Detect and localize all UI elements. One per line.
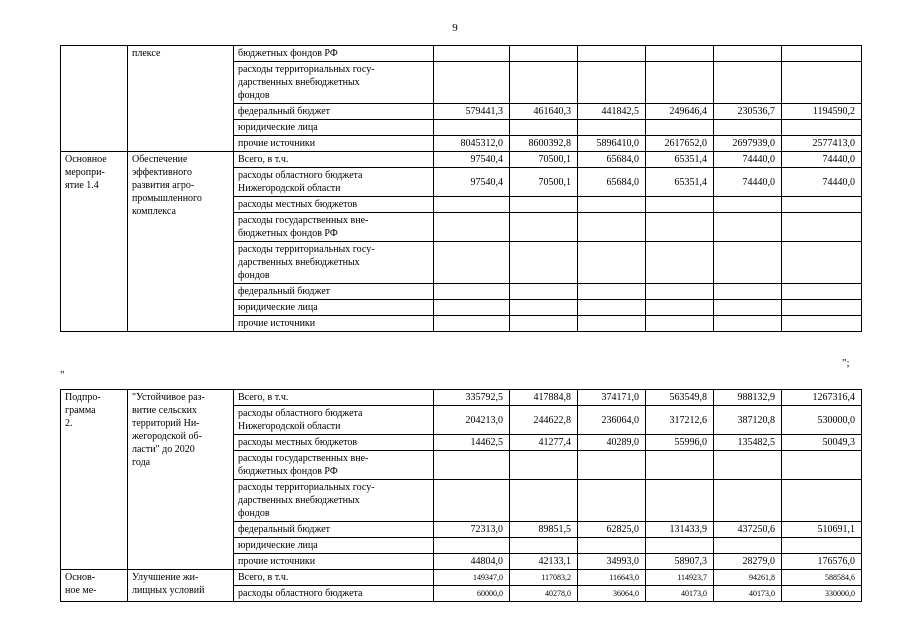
amount-cell: 116643,0 bbox=[578, 570, 646, 586]
amount-cell: 40173,0 bbox=[646, 586, 714, 602]
measure-code-cell: Подпро- грамма 2. bbox=[61, 390, 128, 570]
amount-cell: 114923,7 bbox=[646, 570, 714, 586]
opening-quote-mark: " bbox=[60, 369, 65, 381]
amount-cell bbox=[578, 213, 646, 242]
amount-cell: 1267316,4 bbox=[782, 390, 862, 406]
amount-cell: 14462,5 bbox=[434, 435, 510, 451]
amount-cell: 44804,0 bbox=[434, 554, 510, 570]
amount-cell bbox=[782, 120, 862, 136]
amount-cell: 70500,1 bbox=[510, 152, 578, 168]
amount-cell bbox=[510, 197, 578, 213]
funding-source-label: юридические лица bbox=[234, 538, 434, 554]
amount-cell: 417884,8 bbox=[510, 390, 578, 406]
amount-cell: 2577413,0 bbox=[782, 136, 862, 152]
amount-cell bbox=[714, 480, 782, 522]
amount-cell: 97540,4 bbox=[434, 168, 510, 197]
amount-cell bbox=[646, 197, 714, 213]
amount-cell bbox=[646, 242, 714, 284]
amount-cell bbox=[578, 316, 646, 332]
amount-cell: 249646,4 bbox=[646, 104, 714, 120]
amount-cell: 50049,3 bbox=[782, 435, 862, 451]
amount-cell bbox=[782, 213, 862, 242]
amount-cell: 2617652,0 bbox=[646, 136, 714, 152]
amount-cell bbox=[510, 120, 578, 136]
amount-cell bbox=[782, 62, 862, 104]
funding-source-label: расходы территориальных госу- дарственных внебюджетных фондов bbox=[234, 242, 434, 284]
amount-cell: 40289,0 bbox=[578, 435, 646, 451]
amount-cell bbox=[714, 538, 782, 554]
amount-cell: 40173,0 bbox=[714, 586, 782, 602]
amount-cell: 176576,0 bbox=[782, 554, 862, 570]
measure-name-cell: плексе bbox=[128, 46, 234, 152]
amount-cell: 74440,0 bbox=[714, 168, 782, 197]
amount-cell bbox=[714, 451, 782, 480]
amount-cell bbox=[714, 46, 782, 62]
amount-cell bbox=[578, 284, 646, 300]
amount-cell bbox=[510, 242, 578, 284]
amount-cell: 60000,0 bbox=[434, 586, 510, 602]
amount-cell: 135482,5 bbox=[714, 435, 782, 451]
amount-cell bbox=[434, 284, 510, 300]
amount-cell bbox=[646, 480, 714, 522]
amount-cell: 441842,5 bbox=[578, 104, 646, 120]
measure-code-cell: Основное меропри- ятие 1.4 bbox=[61, 152, 128, 332]
funding-source-label: федеральный бюджет bbox=[234, 104, 434, 120]
amount-cell bbox=[578, 197, 646, 213]
measure-code-cell: Основ- ное ме- bbox=[61, 570, 128, 602]
funding-source-label: расходы государственных вне- бюджетных фондов РФ bbox=[234, 451, 434, 480]
funding-source-label: юридические лица bbox=[234, 120, 434, 136]
amount-cell bbox=[646, 46, 714, 62]
amount-cell: 437250,6 bbox=[714, 522, 782, 538]
amount-cell: 461640,3 bbox=[510, 104, 578, 120]
amount-cell: 40278,0 bbox=[510, 586, 578, 602]
funding-source-label: расходы территориальных госу- дарственных внебюджетных фондов bbox=[234, 62, 434, 104]
amount-cell: 510691,1 bbox=[782, 522, 862, 538]
amount-cell: 988132,9 bbox=[714, 390, 782, 406]
amount-cell: 588584,6 bbox=[782, 570, 862, 586]
table-row bbox=[61, 570, 862, 586]
amount-cell bbox=[782, 197, 862, 213]
amount-cell bbox=[510, 62, 578, 104]
amount-cell bbox=[646, 62, 714, 104]
amount-cell bbox=[434, 316, 510, 332]
amount-cell: 2697939,0 bbox=[714, 136, 782, 152]
amount-cell bbox=[578, 300, 646, 316]
funding-table-subprogram bbox=[60, 389, 862, 602]
measure-name-cell: Обеспечение эффективного развития агро- промышленного комплекса bbox=[128, 152, 234, 332]
amount-cell bbox=[646, 300, 714, 316]
amount-cell: 34993,0 bbox=[578, 554, 646, 570]
amount-cell bbox=[714, 300, 782, 316]
amount-cell bbox=[578, 480, 646, 522]
funding-source-label: юридические лица bbox=[234, 300, 434, 316]
funding-source-label: прочие источники bbox=[234, 554, 434, 570]
funding-source-label: расходы территориальных госу- дарственных внебюджетных фондов bbox=[234, 480, 434, 522]
amount-cell: 65684,0 bbox=[578, 168, 646, 197]
funding-source-label: федеральный бюджет bbox=[234, 284, 434, 300]
amount-cell: 97540,4 bbox=[434, 152, 510, 168]
amount-cell bbox=[646, 538, 714, 554]
funding-table-continued bbox=[60, 45, 862, 332]
amount-cell bbox=[434, 120, 510, 136]
amount-cell bbox=[714, 284, 782, 300]
funding-source-label: Всего, в т.ч. bbox=[234, 570, 434, 586]
amount-cell bbox=[646, 284, 714, 300]
table-row bbox=[61, 390, 862, 406]
amount-cell: 8600392,8 bbox=[510, 136, 578, 152]
amount-cell bbox=[782, 480, 862, 522]
measure-code-cell bbox=[61, 46, 128, 152]
amount-cell bbox=[714, 316, 782, 332]
measure-name-cell: Улучшение жи- лищных условий bbox=[128, 570, 234, 602]
amount-cell bbox=[646, 213, 714, 242]
amount-cell bbox=[434, 213, 510, 242]
funding-source-label: прочие источники bbox=[234, 136, 434, 152]
amount-cell bbox=[510, 316, 578, 332]
amount-cell bbox=[782, 284, 862, 300]
amount-cell: 387120,8 bbox=[714, 406, 782, 435]
measure-name-cell: "Устойчивое раз- витие сельских территорий Ни- жегородской об- ласти" до 2020 года bbox=[128, 390, 234, 570]
amount-cell: 230536,7 bbox=[714, 104, 782, 120]
amount-cell: 74440,0 bbox=[714, 152, 782, 168]
funding-source-label: расходы областного бюджета Нижегородской области bbox=[234, 168, 434, 197]
amount-cell bbox=[434, 62, 510, 104]
amount-cell: 89851,5 bbox=[510, 522, 578, 538]
amount-cell: 330000,0 bbox=[782, 586, 862, 602]
funding-source-label: расходы областного бюджета bbox=[234, 586, 434, 602]
amount-cell: 131433,9 bbox=[646, 522, 714, 538]
funding-source-label: прочие источники bbox=[234, 316, 434, 332]
amount-cell bbox=[714, 62, 782, 104]
amount-cell: 28279,0 bbox=[714, 554, 782, 570]
amount-cell: 94261,8 bbox=[714, 570, 782, 586]
amount-cell: 374171,0 bbox=[578, 390, 646, 406]
amount-cell bbox=[434, 451, 510, 480]
funding-source-label: Всего, в т.ч. bbox=[234, 390, 434, 406]
amount-cell: 74440,0 bbox=[782, 168, 862, 197]
amount-cell: 317212,6 bbox=[646, 406, 714, 435]
amount-cell: 65351,4 bbox=[646, 168, 714, 197]
amount-cell bbox=[434, 197, 510, 213]
funding-source-label: федеральный бюджет bbox=[234, 522, 434, 538]
table-row bbox=[61, 46, 862, 62]
amount-cell: 74440,0 bbox=[782, 152, 862, 168]
amount-cell bbox=[714, 213, 782, 242]
amount-cell bbox=[578, 242, 646, 284]
amount-cell bbox=[782, 46, 862, 62]
amount-cell: 65684,0 bbox=[578, 152, 646, 168]
amount-cell bbox=[714, 120, 782, 136]
amount-cell: 530000,0 bbox=[782, 406, 862, 435]
amount-cell bbox=[578, 46, 646, 62]
amount-cell bbox=[434, 538, 510, 554]
amount-cell: 149347,0 bbox=[434, 570, 510, 586]
amount-cell bbox=[782, 451, 862, 480]
amount-cell: 70500,1 bbox=[510, 168, 578, 197]
amount-cell: 335792,5 bbox=[434, 390, 510, 406]
amount-cell bbox=[714, 197, 782, 213]
amount-cell bbox=[510, 538, 578, 554]
amount-cell bbox=[646, 120, 714, 136]
amount-cell bbox=[434, 46, 510, 62]
amount-cell bbox=[782, 538, 862, 554]
amount-cell: 58907,3 bbox=[646, 554, 714, 570]
amount-cell bbox=[578, 538, 646, 554]
funding-source-label: бюджетных фондов РФ bbox=[234, 46, 434, 62]
amount-cell bbox=[434, 480, 510, 522]
amount-cell: 117083,2 bbox=[510, 570, 578, 586]
amount-cell: 579441,3 bbox=[434, 104, 510, 120]
amount-cell bbox=[510, 213, 578, 242]
amount-cell: 62825,0 bbox=[578, 522, 646, 538]
amount-cell: 5896410,0 bbox=[578, 136, 646, 152]
amount-cell bbox=[578, 451, 646, 480]
amount-cell: 65351,4 bbox=[646, 152, 714, 168]
amount-cell bbox=[510, 284, 578, 300]
amount-cell bbox=[578, 120, 646, 136]
amount-cell: 1194590,2 bbox=[782, 104, 862, 120]
funding-source-label: расходы местных бюджетов bbox=[234, 197, 434, 213]
funding-source-label: расходы местных бюджетов bbox=[234, 435, 434, 451]
amount-cell: 244622,8 bbox=[510, 406, 578, 435]
funding-source-label: расходы областного бюджета Нижегородской области bbox=[234, 406, 434, 435]
amount-cell bbox=[782, 316, 862, 332]
amount-cell: 72313,0 bbox=[434, 522, 510, 538]
amount-cell: 41277,4 bbox=[510, 435, 578, 451]
amount-cell: 204213,0 bbox=[434, 406, 510, 435]
amount-cell: 42133,1 bbox=[510, 554, 578, 570]
amount-cell bbox=[434, 300, 510, 316]
amount-cell bbox=[578, 62, 646, 104]
amount-cell: 236064,0 bbox=[578, 406, 646, 435]
amount-cell bbox=[510, 480, 578, 522]
amount-cell bbox=[782, 242, 862, 284]
amount-cell: 55996,0 bbox=[646, 435, 714, 451]
amount-cell bbox=[646, 451, 714, 480]
amount-cell: 36064,0 bbox=[578, 586, 646, 602]
amount-cell bbox=[646, 316, 714, 332]
amount-cell: 563549,8 bbox=[646, 390, 714, 406]
amount-cell bbox=[510, 46, 578, 62]
amount-cell bbox=[510, 300, 578, 316]
funding-source-label: Всего, в т.ч. bbox=[234, 152, 434, 168]
amount-cell bbox=[434, 242, 510, 284]
table-row bbox=[61, 152, 862, 168]
amount-cell bbox=[714, 242, 782, 284]
amount-cell: 8045312,0 bbox=[434, 136, 510, 152]
page-number: 9 bbox=[452, 22, 458, 34]
amount-cell bbox=[510, 451, 578, 480]
amount-cell bbox=[782, 300, 862, 316]
funding-source-label: расходы государственных вне- бюджетных фондов РФ bbox=[234, 213, 434, 242]
closing-quote-mark: "; bbox=[842, 357, 850, 369]
